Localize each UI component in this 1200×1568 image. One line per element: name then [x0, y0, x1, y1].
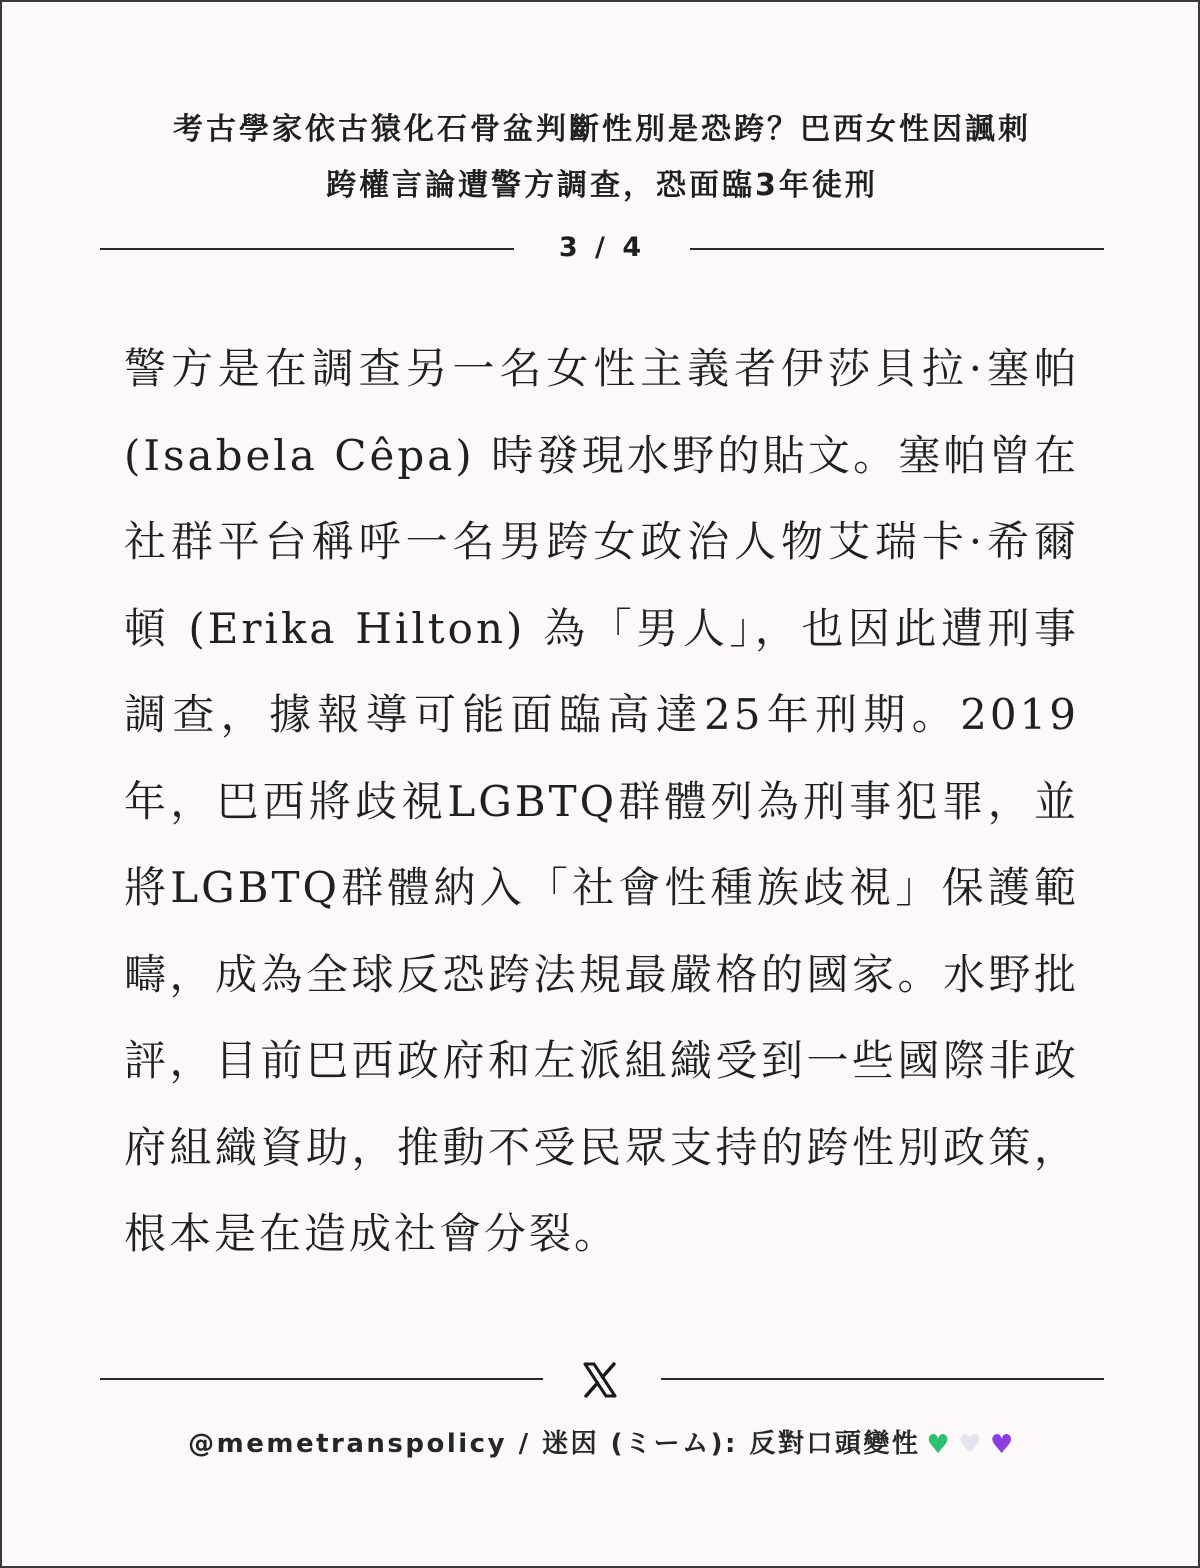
- footer-credit: [62, 1420, 1142, 1469]
- article-title: [92, 102, 1112, 214]
- bottom-divider-right: [661, 1378, 1104, 1380]
- top-divider-right: [690, 248, 1104, 250]
- account-handle: @memetranspolicy / 迷因 (ミーム): 反對口頭變性: [188, 1429, 921, 1459]
- white-heart-icon: ♥: [958, 1429, 985, 1460]
- title-line-1: 考古學家依古猿化石骨盆判斷性別是恐跨？巴西女性因諷刺: [173, 112, 1031, 147]
- body-paragraph: 警方是在調查另一名女性主義者伊莎貝拉·塞帕 (Isabela Cêpa) 時發現水野的貼文。塞帕曾在社群平台稱呼一名男跨女政治人物艾瑞卡·希爾頓 (Erika Hilton) 為「男人」，也因此遭刑事調查，據報導可能面臨高達25年刑期。2019年，巴西將歧視LGBTQ群體列為刑事犯罪，並將LGBTQ群體納入「社會性種族歧視」保護範疇，成為全球反恐跨法規最嚴格的國家。水野批評，目前巴西政府和左派組織受到一些國際非政府組織資助，推動不受民眾支持的跨性別政策，根本是在造成社會分裂。: [124, 344, 1079, 1258]
- green-heart-icon: ♥: [926, 1429, 953, 1460]
- page-indicator: 3 / 4: [558, 232, 646, 263]
- x-logo-icon: [580, 1360, 620, 1400]
- top-divider-left: [100, 248, 514, 250]
- bottom-divider-left: [100, 1378, 543, 1380]
- purple-heart-icon: ♥: [990, 1429, 1016, 1460]
- title-line-2: 跨權言論遭警方調查，恐面臨3年徒刑: [326, 168, 878, 203]
